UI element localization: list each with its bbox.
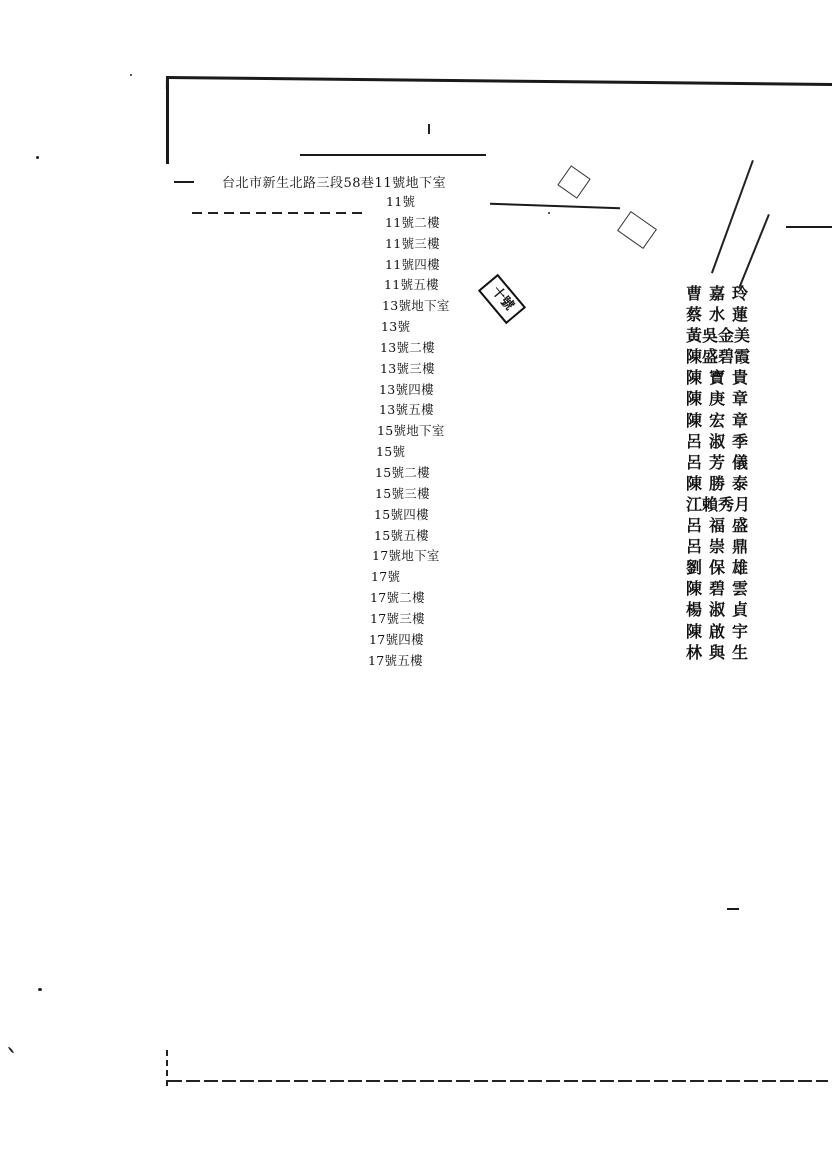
address-row: 15號三樓 <box>375 485 430 501</box>
dashed-rule <box>192 212 362 214</box>
resident-name: 陳碧雲 <box>686 579 756 599</box>
scan-speck <box>36 156 39 159</box>
bottom-frame-line <box>168 1080 828 1082</box>
resident-name: 劉保雄 <box>686 558 756 578</box>
address-row: 17號三樓 <box>370 610 425 626</box>
address-row: 13號四樓 <box>379 381 434 397</box>
stamp-outline <box>557 165 590 198</box>
address-row: 17號地下室 <box>372 548 440 564</box>
resident-name: 呂芳儀 <box>686 452 756 472</box>
resident-name: 林與生 <box>686 642 756 662</box>
address-row: 17號四樓 <box>369 631 424 647</box>
stray-mark <box>727 908 739 910</box>
address-header: 台北市新生北路三段58巷11號地下室 <box>222 176 447 191</box>
resident-name: 呂淑季 <box>686 431 756 451</box>
resident-name: 陳寶貴 <box>686 368 756 388</box>
address-row: 11號三樓 <box>385 235 440 251</box>
resident-name: 曹嘉玲 <box>686 284 756 303</box>
address-row: 11號五樓 <box>384 277 439 293</box>
address-row: 13號 <box>381 319 411 335</box>
resident-name: 呂崇鼎 <box>686 537 756 557</box>
resident-name: 陳庚章 <box>686 389 756 409</box>
address-row: 13號地下室 <box>382 298 450 314</box>
address-row: 17號 <box>371 569 401 585</box>
resident-name: 楊淑貞 <box>686 600 756 620</box>
address-row: 15號地下室 <box>377 423 445 439</box>
address-row: 15號 <box>376 444 406 460</box>
address-row: 15號五樓 <box>374 527 429 543</box>
resident-name: 陳啟宇 <box>686 621 756 641</box>
address-row: 13號二樓 <box>380 339 435 355</box>
address-list <box>366 192 450 671</box>
diagonal-stroke <box>711 160 754 273</box>
address-row: 11號四樓 <box>385 256 440 272</box>
scan-line <box>490 203 620 209</box>
header-underline <box>300 154 486 156</box>
address-row: 11號二樓 <box>385 214 440 230</box>
address-row: 15號四樓 <box>374 506 429 522</box>
top-tick-mark <box>428 124 430 134</box>
resident-name: 陳盛碧霞 <box>686 347 751 367</box>
top-frame-line <box>166 76 832 96</box>
left-frame-line <box>166 82 169 164</box>
resident-name: 江賴秀月 <box>686 494 751 514</box>
scan-speck <box>8 1046 15 1053</box>
address-row: 17號五樓 <box>368 652 423 668</box>
seal-stamp: 十號 <box>478 274 526 324</box>
resident-name: 陳宏章 <box>686 410 756 430</box>
scan-speck <box>38 988 42 991</box>
stamp-outline <box>617 211 657 249</box>
diagonal-stroke <box>738 214 770 289</box>
address-row: 17號二樓 <box>370 590 425 606</box>
resident-name: 呂福盛 <box>686 516 756 536</box>
address-row: 13號三樓 <box>380 360 435 376</box>
resident-name: 蔡水蓮 <box>686 305 756 325</box>
address-row: 11號 <box>386 194 416 209</box>
address-row: 15號二樓 <box>375 464 430 480</box>
margin-mark <box>174 181 194 183</box>
resident-name: 黃吳金美 <box>686 326 751 346</box>
resident-names-list <box>686 283 755 663</box>
address-row: 13號五樓 <box>379 402 434 418</box>
scan-speck <box>130 74 132 76</box>
bottom-left-frame <box>166 1050 168 1088</box>
right-edge-mark <box>786 226 832 228</box>
resident-name: 陳勝泰 <box>686 473 756 493</box>
scan-speck <box>548 212 550 214</box>
